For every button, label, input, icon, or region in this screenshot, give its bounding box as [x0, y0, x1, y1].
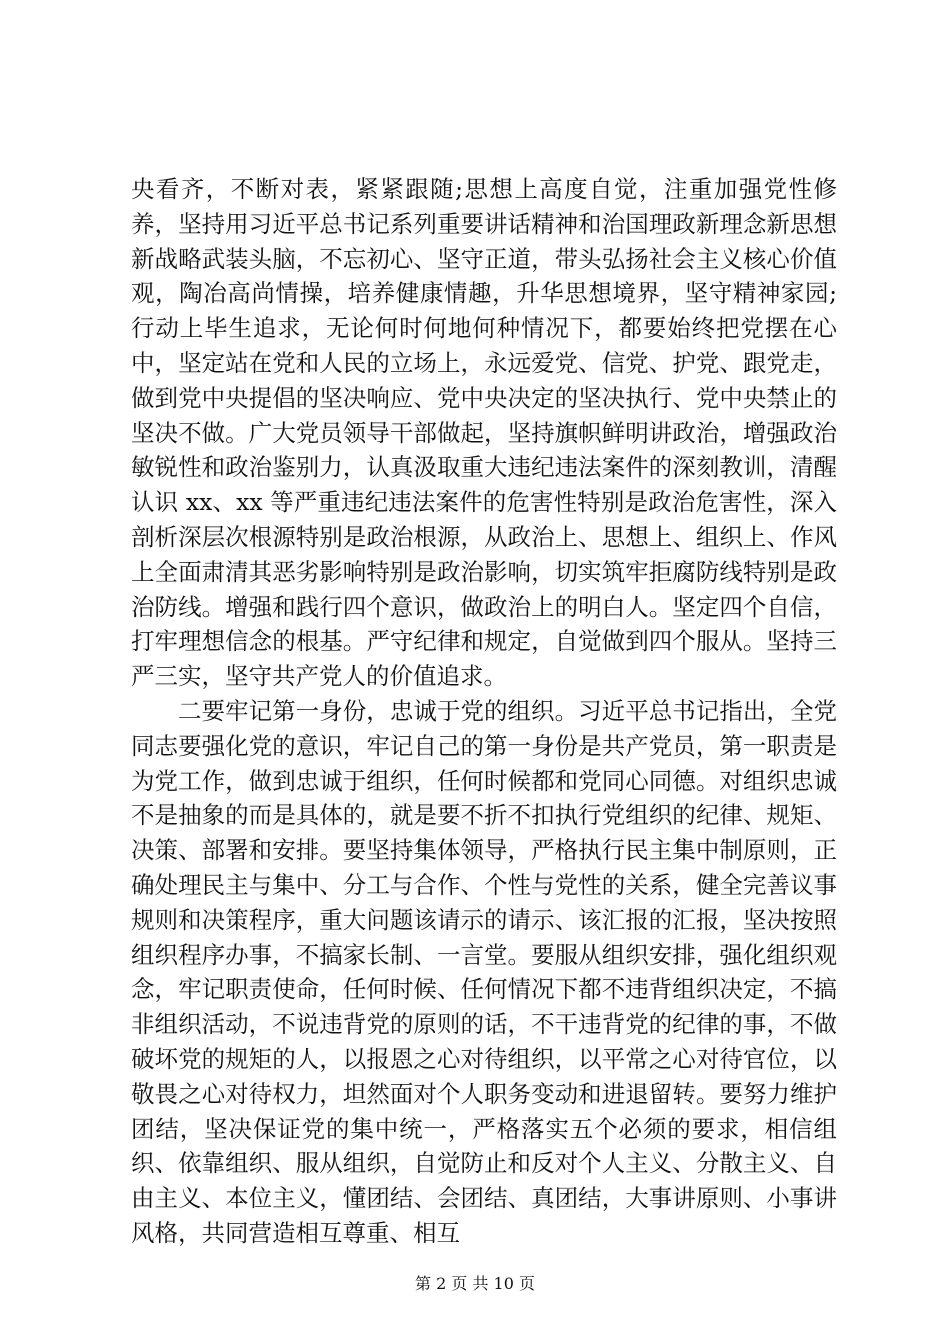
- page-footer: 第 2 页 共 10 页: [415, 1274, 535, 1293]
- document-body: [131, 172, 837, 1251]
- paragraph-1: 央看齐，不断对表，紧紧跟随;思想上高度自觉，注重加强党性修养，坚持用习近平总书记系列重要讲话精神和治国理政新理念新思想新战略武装头脑，不忘初心、坚守正道，带头弘扬社会主义核心价值观，陶冶高尚情操，培养健康情趣，升华思想境界，坚守精神家园;行动上毕生追求，无论何时何地何种情况下，都要始终把党摆在心中，坚定站在党和人民的立场上，永远爱党、信党、护党、跟党走，做到党中央提倡的坚决响应、党中央决定的坚决执行、党中央禁止的坚决不做。广大党员领导干部做起，坚持旗帜鲜明讲政治，增强政治敏锐性和政治鉴别力，认真汲取重大违纪违法案件的深刻教训，清醒认识 xx、xx 等严重违纪违法案件的危害性特别是政治危害性，深入剖析深层次根源特别是政治根源，从政治上、思想上、组织上、作风上全面肃清其恶劣影响特别是政治影响，切实筑牢拒腐防线特别是政治防线。增强和践行四个意识，做政治上的明白人。坚定四个自信，打牢理想信念的根基。严守纪律和规定，自觉做到四个服从。坚持三严三实，坚守共产党人的价值追求。: [131, 175, 837, 691]
- paragraph-2: 二要牢记第一身份，忠诚于党的组织。习近平总书记指出，全党同志要强化党的意识，牢记自己的第一身份是共产党员，第一职责是为党工作，做到忠诚于组织，任何时候都和党同心同德。对组织忠诚不是抽象的而是具体的，就是要不折不扣执行党组织的纪律、规矩、决策、部署和安排。要坚持集体领导，严格执行民主集中制原则，正确处理民主与集中、分工与合作、个性与党性的关系，健全完善议事规则和决策程序，重大问题该请示的请示、该汇报的汇报，坚决按照组织程序办事，不搞家长制、一言堂。要服从组织安排，强化组织观念，牢记职责使命，任何时候、任何情况下都不违背组织决定，不搞非组织活动，不说违背党的原则的话，不干违背党的纪律的事，不做破坏党的规矩的人，以报恩之心对待组织，以平常之心对待官位，以敬畏之心对待权力，坦然面对个人职务变动和进退留转。要努力维护团结，坚决保证党的集中统一，严格落实五个必须的要求，相信组织、依靠组织、服从组织，自觉防止和反对个人主义、分散主义、自由主义、本位主义，懂团结、会团结、真团结，大事讲原则、小事讲风格，共同营造相互尊重、相互: [131, 696, 837, 1247]
